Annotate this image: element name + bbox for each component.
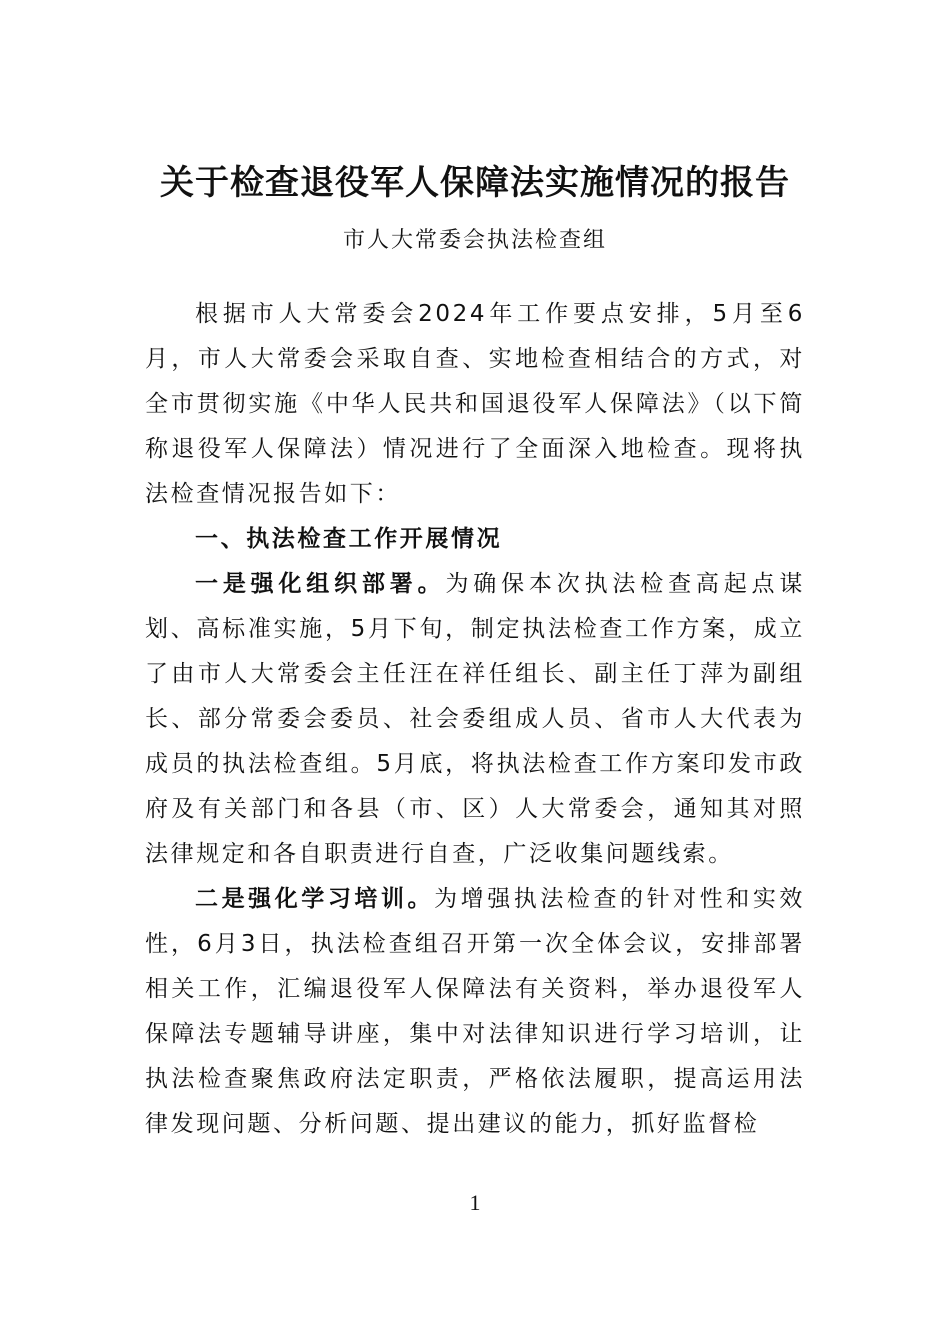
document-title: 关于检查退役军人保障法实施情况的报告 bbox=[160, 163, 790, 203]
intro-paragraph: 根据市人大常委会2024年工作要点安排，5月至6月，市人大常委会采取自查、实地检查相结合的方式，对全市贯彻实施《中华人民共和国退役军人保障法》（以下简称退役军人保障法）情况进行了全面深入地检查。现将执法检查情况报告如下： bbox=[145, 301, 805, 507]
document-body bbox=[145, 292, 805, 1147]
page-number: 1 bbox=[469, 1190, 481, 1215]
paragraph-text: 为增强执法检查的针对性和实效性，6月3日，执法检查组召开第一次全体会议，安排部署相关工作，汇编退役军人保障法有关资料，举办退役军人保障法专题辅导讲座，集中对法律知识进行学习培训，让执法检查聚焦政府法定职责，严格依法履职，提高运用法律发现问题、分析问题、提出建议的能力，抓好监督检 bbox=[145, 886, 805, 1137]
paragraph-lead: 二是强化学习培训。 bbox=[195, 886, 435, 912]
paragraph-training bbox=[145, 877, 805, 1147]
paragraph-text: 为确保本次执法检查高起点谋划、高标准实施，5月下旬，制定执法检查工作方案，成立了由市人大常委会主任汪在祥任组长、副主任丁萍为副组长、部分常委会委员、社会委组成人员、省市人大代表为成员的执法检查组。5月底，将执法检查工作方案印发市政府及有关部门和各县（市、区）人大常委会，通知其对照法律规定和各自职责进行自查，广泛收集问题线索。 bbox=[145, 571, 805, 867]
document-subtitle: 市人大常委会执法检查组 bbox=[342, 228, 607, 253]
paragraph-lead: 一是强化组织部署。 bbox=[195, 571, 446, 597]
paragraph-organization bbox=[145, 562, 805, 877]
section-heading: 一、执法检查工作开展情况 bbox=[195, 526, 503, 552]
